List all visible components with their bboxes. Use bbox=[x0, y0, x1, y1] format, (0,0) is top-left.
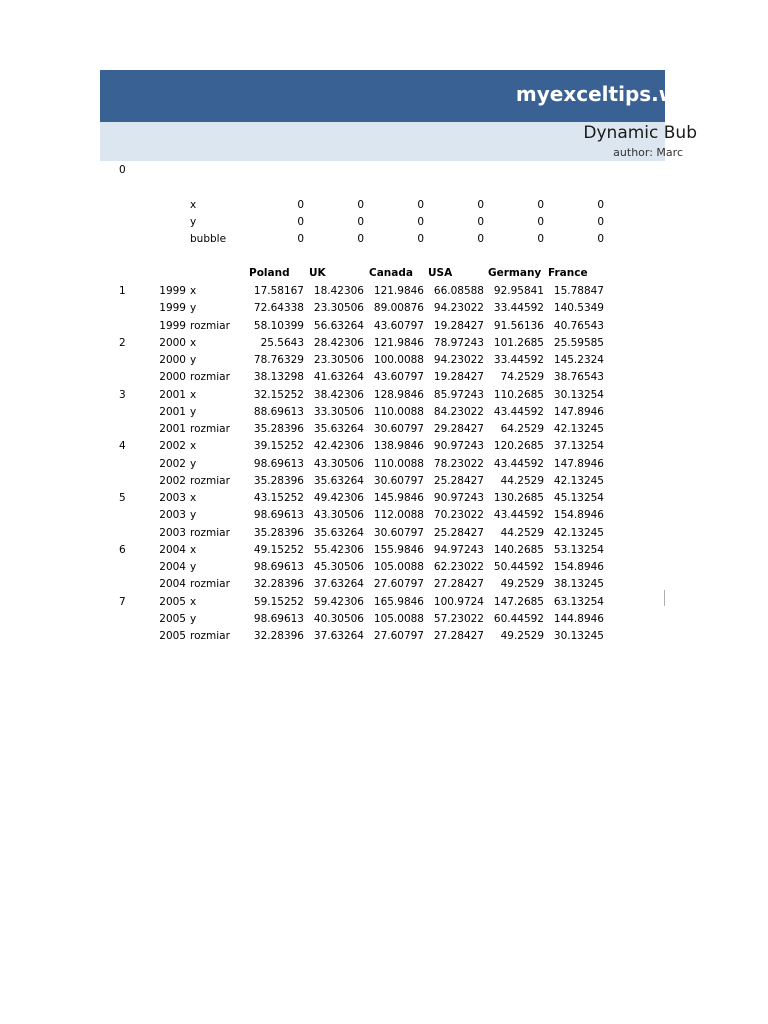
value-cell[interactable]: 44.2529 bbox=[500, 474, 544, 487]
table-row bbox=[0, 473, 768, 489]
year-cell[interactable]: 2002 bbox=[159, 474, 186, 487]
value-cell[interactable]: 72.64338 bbox=[253, 302, 304, 315]
year-cell[interactable]: 2001 bbox=[159, 405, 186, 418]
value-cell[interactable]: 120.2685 bbox=[493, 440, 544, 453]
measure-label[interactable]: x bbox=[190, 336, 197, 349]
current-value[interactable]: 0 bbox=[417, 233, 424, 245]
value-cell[interactable]: 49.42306 bbox=[313, 492, 364, 504]
year-cell[interactable]: 2000 bbox=[159, 354, 186, 366]
value-cell[interactable]: 74.2529 bbox=[500, 371, 544, 384]
value-cell[interactable]: 27.60797 bbox=[373, 578, 424, 591]
measure-label[interactable]: rozmiar bbox=[190, 371, 230, 384]
site-banner bbox=[100, 70, 691, 122]
year-cell[interactable]: 2003 bbox=[159, 526, 186, 539]
value-cell[interactable]: 38.76543 bbox=[553, 371, 604, 384]
year-cell[interactable]: 2002 bbox=[159, 457, 186, 470]
year-cell[interactable]: 1999 bbox=[159, 285, 186, 297]
current-row bbox=[0, 231, 768, 247]
value-cell[interactable]: 23.30506 bbox=[313, 354, 364, 366]
measure-label[interactable]: y bbox=[190, 405, 197, 418]
year-cell[interactable]: 2005 bbox=[159, 612, 186, 625]
group-index[interactable]: 6 bbox=[119, 543, 126, 556]
current-value[interactable]: 0 bbox=[357, 233, 364, 245]
value-cell[interactable]: 30.60797 bbox=[373, 423, 424, 435]
value-cell[interactable]: 105.0088 bbox=[373, 612, 424, 625]
table-row bbox=[0, 369, 768, 385]
measure-label[interactable]: x bbox=[190, 440, 197, 453]
value-cell[interactable]: 64.2529 bbox=[500, 423, 544, 435]
value-cell[interactable]: 43.30506 bbox=[313, 509, 364, 522]
group-index[interactable]: 5 bbox=[119, 492, 126, 504]
value-cell[interactable]: 165.9846 bbox=[373, 595, 424, 608]
group-index[interactable]: 2 bbox=[119, 336, 126, 349]
measure-label[interactable]: x bbox=[190, 285, 197, 297]
value-cell[interactable]: 33.44592 bbox=[493, 354, 544, 366]
table-row bbox=[0, 490, 768, 506]
year-cell[interactable]: 2003 bbox=[159, 492, 186, 504]
table-row bbox=[0, 404, 768, 420]
value-cell[interactable]: 27.60797 bbox=[373, 630, 424, 642]
value-cell[interactable]: 78.97243 bbox=[433, 336, 484, 349]
year-cell[interactable]: 2005 bbox=[159, 630, 186, 642]
current-value[interactable]: 0 bbox=[537, 233, 544, 245]
value-cell[interactable]: 128.9846 bbox=[373, 388, 424, 401]
value-cell[interactable]: 43.30506 bbox=[313, 457, 364, 470]
value-cell[interactable]: 50.44592 bbox=[493, 561, 544, 573]
year-cell[interactable]: 2004 bbox=[159, 543, 186, 556]
current-label[interactable]: x bbox=[190, 199, 197, 211]
value-cell[interactable]: 138.9846 bbox=[373, 440, 424, 453]
value-cell[interactable]: 85.97243 bbox=[433, 388, 484, 401]
value-cell[interactable]: 43.60797 bbox=[373, 319, 424, 332]
measure-label[interactable]: y bbox=[190, 509, 197, 522]
author-line: author: Marc bbox=[613, 146, 683, 159]
value-cell[interactable]: 38.42306 bbox=[313, 388, 364, 401]
value-cell[interactable]: 42.13245 bbox=[553, 526, 604, 539]
current-value[interactable]: 0 bbox=[477, 199, 484, 211]
value-cell[interactable]: 94.97243 bbox=[433, 543, 484, 556]
value-cell[interactable]: 110.0088 bbox=[373, 405, 424, 418]
country-header[interactable]: Canada bbox=[369, 267, 413, 279]
measure-label[interactable]: rozmiar bbox=[190, 526, 230, 539]
value-cell[interactable]: 40.76543 bbox=[553, 319, 604, 332]
value-cell[interactable]: 17.58167 bbox=[253, 285, 304, 297]
value-cell[interactable]: 32.28396 bbox=[253, 630, 304, 642]
value-cell[interactable]: 25.5643 bbox=[260, 336, 304, 349]
group-index[interactable]: 4 bbox=[119, 440, 126, 453]
value-cell[interactable]: 49.15252 bbox=[253, 543, 304, 556]
value-cell[interactable]: 94.23022 bbox=[433, 302, 484, 315]
table-row bbox=[0, 576, 768, 592]
table-row bbox=[0, 283, 768, 299]
value-cell[interactable]: 105.0088 bbox=[373, 561, 424, 573]
value-cell[interactable]: 144.8946 bbox=[553, 612, 604, 625]
current-value[interactable]: 0 bbox=[357, 216, 364, 228]
table-row bbox=[0, 438, 768, 454]
value-cell[interactable]: 121.9846 bbox=[373, 336, 424, 349]
country-header[interactable]: Poland bbox=[249, 267, 290, 279]
value-cell[interactable]: 92.95841 bbox=[493, 285, 544, 297]
value-cell[interactable]: 37.63264 bbox=[313, 578, 364, 591]
measure-label[interactable]: y bbox=[190, 457, 197, 470]
value-cell[interactable]: 18.42306 bbox=[313, 285, 364, 297]
year-cell[interactable]: 1999 bbox=[159, 319, 186, 332]
value-cell[interactable]: 25.28427 bbox=[433, 474, 484, 487]
sheet-title: Dynamic Bub bbox=[583, 123, 697, 143]
value-cell[interactable]: 57.23022 bbox=[433, 612, 484, 625]
year-cell[interactable]: 2000 bbox=[159, 371, 186, 384]
value-cell[interactable]: 28.42306 bbox=[313, 336, 364, 349]
value-cell[interactable]: 154.8946 bbox=[553, 509, 604, 522]
current-label[interactable]: bubble bbox=[190, 233, 227, 245]
table-row bbox=[0, 387, 768, 403]
value-cell[interactable]: 66.08588 bbox=[433, 285, 484, 297]
group-index[interactable]: 1 bbox=[119, 285, 126, 297]
value-cell[interactable]: 155.9846 bbox=[373, 543, 424, 556]
value-cell[interactable]: 110.2685 bbox=[493, 388, 544, 401]
value-cell[interactable]: 140.5349 bbox=[553, 302, 604, 315]
current-value[interactable]: 0 bbox=[297, 216, 304, 228]
table-row bbox=[0, 559, 768, 575]
value-cell[interactable]: 43.44592 bbox=[493, 457, 544, 470]
value-cell[interactable]: 25.28427 bbox=[433, 526, 484, 539]
country-header[interactable]: USA bbox=[428, 267, 453, 279]
value-cell[interactable]: 19.28427 bbox=[433, 319, 484, 332]
current-value[interactable]: 0 bbox=[597, 216, 604, 228]
current-value[interactable]: 0 bbox=[537, 216, 544, 228]
measure-label[interactable]: y bbox=[190, 561, 197, 573]
current-value[interactable]: 0 bbox=[297, 233, 304, 245]
year-cell[interactable]: 2003 bbox=[159, 509, 186, 522]
table-row bbox=[0, 352, 768, 368]
year-cell[interactable]: 2001 bbox=[159, 423, 186, 435]
measure-label[interactable]: x bbox=[190, 388, 197, 401]
value-cell[interactable]: 130.2685 bbox=[493, 492, 544, 504]
measure-label[interactable]: rozmiar bbox=[190, 578, 230, 591]
value-cell[interactable]: 121.9846 bbox=[373, 285, 424, 297]
value-cell[interactable]: 37.13254 bbox=[553, 440, 604, 453]
current-value[interactable]: 0 bbox=[357, 199, 364, 211]
value-cell[interactable]: 63.13254 bbox=[553, 595, 604, 608]
value-cell[interactable]: 27.28427 bbox=[433, 630, 484, 642]
value-cell[interactable]: 42.13245 bbox=[553, 474, 604, 487]
value-cell[interactable]: 90.97243 bbox=[433, 492, 484, 504]
value-cell[interactable]: 25.59585 bbox=[553, 336, 604, 349]
value-cell[interactable]: 145.9846 bbox=[373, 492, 424, 504]
value-cell[interactable]: 56.63264 bbox=[313, 319, 364, 332]
current-value[interactable]: 0 bbox=[597, 199, 604, 211]
measure-label[interactable]: rozmiar bbox=[190, 423, 230, 435]
value-cell[interactable]: 98.69613 bbox=[253, 509, 304, 522]
measure-label[interactable]: rozmiar bbox=[190, 319, 230, 332]
sheet-subheader bbox=[100, 122, 697, 161]
measure-label[interactable]: x bbox=[190, 595, 197, 608]
table-row bbox=[0, 525, 768, 541]
table-row bbox=[0, 421, 768, 437]
current-row bbox=[0, 197, 768, 213]
table-row bbox=[0, 318, 768, 334]
table-row bbox=[0, 300, 768, 316]
value-cell[interactable]: 37.63264 bbox=[313, 630, 364, 642]
value-cell[interactable]: 98.69613 bbox=[253, 612, 304, 625]
value-cell[interactable]: 44.2529 bbox=[500, 526, 544, 539]
table-row bbox=[0, 611, 768, 627]
value-cell[interactable]: 30.60797 bbox=[373, 526, 424, 539]
measure-label[interactable]: x bbox=[190, 543, 197, 556]
table-row bbox=[0, 628, 768, 644]
current-value[interactable]: 0 bbox=[597, 233, 604, 245]
year-cell[interactable]: 2004 bbox=[159, 578, 186, 591]
value-cell[interactable]: 62.23022 bbox=[433, 561, 484, 573]
table-row bbox=[0, 507, 768, 523]
value-cell[interactable]: 98.69613 bbox=[253, 561, 304, 573]
value-cell[interactable]: 35.63264 bbox=[313, 526, 364, 539]
value-cell[interactable]: 38.13298 bbox=[253, 371, 304, 384]
value-cell[interactable]: 154.8946 bbox=[553, 561, 604, 573]
value-cell[interactable]: 42.13245 bbox=[553, 423, 604, 435]
measure-label[interactable]: y bbox=[190, 354, 197, 366]
country-header[interactable]: France bbox=[548, 267, 588, 279]
value-cell[interactable]: 35.28396 bbox=[253, 526, 304, 539]
value-cell[interactable]: 112.0088 bbox=[373, 509, 424, 522]
value-cell[interactable]: 59.42306 bbox=[313, 595, 364, 608]
value-cell[interactable]: 32.28396 bbox=[253, 578, 304, 591]
value-cell[interactable]: 91.56136 bbox=[493, 319, 544, 332]
value-cell[interactable]: 35.28396 bbox=[253, 423, 304, 435]
group-index[interactable]: 3 bbox=[119, 388, 126, 401]
value-cell[interactable]: 147.8946 bbox=[553, 405, 604, 418]
value-cell[interactable]: 78.76329 bbox=[253, 354, 304, 366]
value-cell[interactable]: 30.60797 bbox=[373, 474, 424, 487]
value-cell[interactable]: 35.28396 bbox=[253, 474, 304, 487]
value-cell[interactable]: 53.13254 bbox=[553, 543, 604, 556]
value-cell[interactable]: 43.15252 bbox=[253, 492, 304, 504]
group-index[interactable]: 7 bbox=[119, 595, 126, 608]
current-value[interactable]: 0 bbox=[417, 199, 424, 211]
value-cell[interactable]: 45.13254 bbox=[553, 492, 604, 504]
value-cell[interactable]: 58.10399 bbox=[253, 319, 304, 332]
value-cell[interactable]: 60.44592 bbox=[493, 612, 544, 625]
value-cell[interactable]: 43.60797 bbox=[373, 371, 424, 384]
country-header-row bbox=[0, 265, 768, 281]
country-header[interactable]: UK bbox=[309, 267, 326, 279]
value-cell[interactable]: 78.23022 bbox=[433, 457, 484, 470]
value-cell[interactable]: 32.15252 bbox=[253, 388, 304, 401]
value-cell[interactable]: 38.13245 bbox=[553, 578, 604, 591]
value-cell[interactable]: 39.15252 bbox=[253, 440, 304, 453]
value-cell[interactable]: 43.44592 bbox=[493, 405, 544, 418]
value-cell[interactable]: 100.0088 bbox=[373, 354, 424, 366]
value-cell[interactable]: 42.42306 bbox=[313, 440, 364, 453]
value-cell[interactable]: 145.2324 bbox=[553, 354, 604, 366]
value-cell[interactable]: 59.15252 bbox=[253, 595, 304, 608]
year-cell[interactable]: 2005 bbox=[159, 595, 186, 608]
value-cell[interactable]: 89.00876 bbox=[373, 302, 424, 315]
value-cell[interactable]: 35.63264 bbox=[313, 423, 364, 435]
value-cell[interactable]: 33.44592 bbox=[493, 302, 544, 315]
value-cell[interactable]: 15.78847 bbox=[553, 285, 604, 297]
current-value[interactable]: 0 bbox=[417, 216, 424, 228]
value-cell[interactable]: 23.30506 bbox=[313, 302, 364, 315]
value-cell[interactable]: 33.30506 bbox=[313, 405, 364, 418]
measure-label[interactable]: rozmiar bbox=[190, 474, 230, 487]
current-value[interactable]: 0 bbox=[477, 216, 484, 228]
table-row bbox=[0, 335, 768, 351]
site-title: myexceltips.wo bbox=[515, 82, 691, 106]
value-cell[interactable]: 40.30506 bbox=[313, 612, 364, 625]
country-header[interactable]: Germany bbox=[488, 267, 542, 279]
table-row bbox=[0, 542, 768, 558]
value-cell[interactable]: 49.2529 bbox=[500, 578, 544, 591]
value-cell[interactable]: 110.0088 bbox=[373, 457, 424, 470]
value-cell[interactable]: 55.42306 bbox=[313, 543, 364, 556]
current-row bbox=[0, 214, 768, 230]
current-value[interactable]: 0 bbox=[537, 199, 544, 211]
measure-label[interactable]: x bbox=[190, 492, 197, 504]
value-cell[interactable]: 43.44592 bbox=[493, 509, 544, 522]
value-cell[interactable]: 140.2685 bbox=[493, 543, 544, 556]
value-cell[interactable]: 30.13254 bbox=[553, 388, 604, 401]
current-value[interactable]: 0 bbox=[477, 233, 484, 245]
year-cell[interactable]: 2001 bbox=[159, 388, 186, 401]
measure-label[interactable]: y bbox=[190, 612, 197, 625]
value-cell[interactable]: 98.69613 bbox=[253, 457, 304, 470]
value-cell[interactable]: 19.28427 bbox=[433, 371, 484, 384]
index-cell[interactable]: 0 bbox=[119, 164, 126, 176]
table-row bbox=[0, 456, 768, 472]
value-cell[interactable]: 49.2529 bbox=[500, 630, 544, 642]
value-cell[interactable]: 100.9724 bbox=[433, 595, 484, 608]
year-cell[interactable]: 2002 bbox=[159, 440, 186, 453]
measure-label[interactable]: y bbox=[190, 302, 197, 315]
table-row bbox=[0, 594, 768, 610]
value-cell[interactable]: 27.28427 bbox=[433, 578, 484, 591]
value-cell[interactable]: 35.63264 bbox=[313, 474, 364, 487]
value-cell[interactable]: 147.2685 bbox=[493, 595, 544, 608]
value-cell[interactable]: 45.30506 bbox=[313, 561, 364, 573]
measure-label[interactable]: rozmiar bbox=[190, 630, 230, 642]
current-label[interactable]: y bbox=[190, 216, 197, 228]
value-cell[interactable]: 41.63264 bbox=[313, 371, 364, 384]
year-cell[interactable]: 2000 bbox=[159, 336, 186, 349]
cell-cursor bbox=[664, 590, 665, 606]
value-cell[interactable]: 94.23022 bbox=[433, 354, 484, 366]
current-value[interactable]: 0 bbox=[297, 199, 304, 211]
value-cell[interactable]: 30.13245 bbox=[553, 630, 604, 642]
year-cell[interactable]: 1999 bbox=[159, 302, 186, 315]
year-cell[interactable]: 2004 bbox=[159, 561, 186, 573]
value-cell[interactable]: 84.23022 bbox=[433, 405, 484, 418]
value-cell[interactable]: 88.69613 bbox=[253, 405, 304, 418]
value-cell[interactable]: 101.2685 bbox=[493, 336, 544, 349]
value-cell[interactable]: 29.28427 bbox=[433, 423, 484, 435]
value-cell[interactable]: 147.8946 bbox=[553, 457, 604, 470]
value-cell[interactable]: 90.97243 bbox=[433, 440, 484, 453]
value-cell[interactable]: 70.23022 bbox=[433, 509, 484, 522]
